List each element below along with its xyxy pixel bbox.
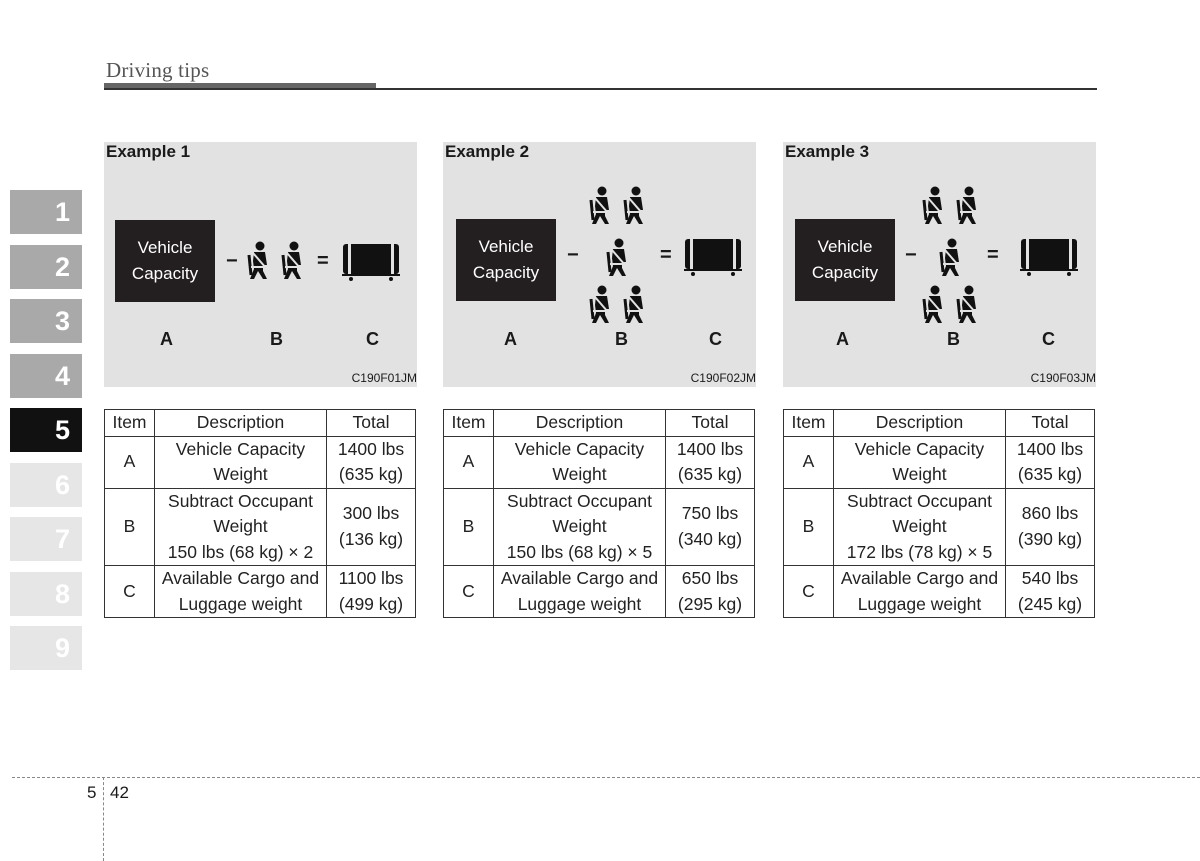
item-cell: C: [105, 566, 155, 618]
chapter-tab-6[interactable]: 6: [10, 463, 82, 507]
description-line: Luggage weight: [517, 593, 642, 614]
description-line: Available Cargo and: [840, 568, 999, 588]
item-cell: B: [784, 488, 834, 566]
table-row: [444, 436, 755, 488]
page-number: 42: [110, 783, 129, 802]
seatbelt-occupant-icon: [587, 186, 615, 226]
table-row: [784, 436, 1095, 488]
description-cell: [155, 436, 327, 488]
example-title: Example 2: [445, 142, 530, 161]
table-row: [784, 488, 1095, 566]
figure-code: C190F02JM: [690, 371, 756, 385]
label-c: C: [709, 329, 722, 349]
chapter-tabs: [10, 190, 82, 681]
table-header-row: [784, 410, 1095, 437]
seatbelt-occupant-icon: [920, 285, 948, 325]
description-line: Available Cargo and: [500, 568, 659, 588]
seatbelt-occupant-icon: [604, 238, 632, 278]
total-cell: [666, 436, 755, 488]
total-line: 860 lbs: [1021, 503, 1079, 524]
description-line: Weight: [552, 516, 607, 536]
seatbelt-occupant-icon: [954, 285, 982, 325]
table-row: [444, 488, 755, 566]
example-3-figure: [783, 142, 1096, 387]
chapter-tab-1[interactable]: 1: [10, 190, 82, 234]
description-cell: [834, 566, 1006, 618]
description-line: Weight: [552, 464, 607, 484]
col-header-description: Description: [494, 410, 666, 437]
description-cell: [155, 566, 327, 618]
total-line: (295 kg): [677, 593, 743, 614]
luggage-icon: [1020, 237, 1078, 277]
total-line: (245 kg): [1017, 593, 1083, 614]
total-line: 1400 lbs: [676, 438, 744, 459]
equals-sign: =: [660, 244, 672, 266]
col-header-description: Description: [155, 410, 327, 437]
col-header-total: Total: [666, 410, 755, 437]
description-line: Weight: [892, 516, 947, 536]
description-cell: [494, 566, 666, 618]
example-2-figure: [443, 142, 756, 387]
seatbelt-occupant-icon: [621, 285, 649, 325]
total-cell: [327, 436, 416, 488]
description-line: 172 lbs (78 kg) × 5: [846, 541, 993, 562]
minus-sign: −: [567, 244, 579, 266]
description-line: 150 lbs (68 kg) × 2: [167, 541, 314, 562]
luggage-icon: [684, 237, 742, 277]
total-line: (635 kg): [338, 464, 404, 484]
col-header-item: Item: [105, 410, 155, 437]
chapter-tab-2[interactable]: 2: [10, 245, 82, 289]
item-cell: A: [105, 436, 155, 488]
item-cell: C: [784, 566, 834, 618]
table-header-row: [444, 410, 755, 437]
item-cell: B: [105, 488, 155, 566]
seatbelt-occupant-icon: [920, 186, 948, 226]
description-cell: [834, 488, 1006, 566]
total-line: (390 kg): [1017, 528, 1083, 549]
table-row: [784, 566, 1095, 618]
table-row: [105, 488, 416, 566]
minus-sign: −: [905, 244, 917, 266]
description-line: Vehicle Capacity: [514, 438, 645, 459]
section-title: Driving tips: [106, 58, 210, 82]
description-line: Subtract Occupant: [507, 490, 652, 511]
example-title: Example 3: [785, 142, 870, 161]
total-line: 1400 lbs: [337, 438, 405, 459]
seatbelt-occupant-icon: [279, 241, 307, 281]
total-line: 300 lbs: [342, 503, 400, 524]
total-cell: [327, 488, 416, 566]
col-header-total: Total: [327, 410, 416, 437]
label-c: C: [366, 329, 379, 349]
figure-code: C190F01JM: [351, 371, 417, 385]
description-line: Luggage weight: [857, 593, 982, 614]
table-row: [105, 436, 416, 488]
chapter-tab-8[interactable]: 8: [10, 572, 82, 616]
label-a: A: [836, 329, 849, 349]
example-title: Example 1: [106, 142, 191, 161]
col-header-item: Item: [784, 410, 834, 437]
example-1-figure: [104, 142, 417, 387]
total-cell: [1006, 488, 1095, 566]
seatbelt-occupant-icon: [954, 186, 982, 226]
label-c: C: [1042, 329, 1055, 349]
luggage-icon: [342, 242, 400, 282]
total-line: 1400 lbs: [1016, 438, 1084, 459]
footer-divider: [103, 777, 104, 861]
seatbelt-occupant-icon: [937, 238, 965, 278]
example-1-table: [104, 409, 416, 618]
description-line: Subtract Occupant: [168, 490, 313, 511]
description-line: Vehicle Capacity: [854, 438, 985, 459]
seatbelt-occupant-icon: [245, 241, 273, 281]
total-cell: [666, 488, 755, 566]
table-header-row: [105, 410, 416, 437]
description-cell: [155, 488, 327, 566]
total-line: 1100 lbs: [338, 568, 404, 588]
label-a: A: [160, 329, 173, 349]
total-line: (635 kg): [1017, 464, 1083, 484]
figure-code: C190F03JM: [1030, 371, 1096, 385]
seatbelt-occupant-icon: [587, 285, 615, 325]
page-chapter-number: 5: [87, 783, 97, 802]
total-cell: [666, 566, 755, 618]
chapter-tab-7[interactable]: 7: [10, 517, 82, 561]
description-line: Available Cargo and: [161, 568, 320, 588]
label-b: B: [947, 329, 960, 349]
vehicle-capacity-box: Vehicle Capacity: [795, 219, 895, 301]
footer-rule: [12, 777, 1200, 778]
label-b: B: [615, 329, 628, 349]
total-line: (499 kg): [338, 593, 404, 614]
col-header-item: Item: [444, 410, 494, 437]
chapter-tab-9[interactable]: 9: [10, 626, 82, 670]
description-cell: [494, 436, 666, 488]
total-line: (340 kg): [677, 528, 743, 549]
col-header-description: Description: [834, 410, 1006, 437]
chapter-tab-4[interactable]: 4: [10, 354, 82, 398]
total-line: 540 lbs: [1021, 568, 1079, 588]
total-line: (136 kg): [338, 528, 404, 549]
description-line: Weight: [213, 516, 268, 536]
description-cell: [834, 436, 1006, 488]
total-cell: [1006, 566, 1095, 618]
item-cell: C: [444, 566, 494, 618]
minus-sign: −: [226, 250, 238, 272]
item-cell: A: [784, 436, 834, 488]
description-line: 150 lbs (68 kg) × 5: [506, 541, 653, 562]
total-cell: [1006, 436, 1095, 488]
item-cell: A: [444, 436, 494, 488]
description-line: Vehicle Capacity: [175, 438, 306, 459]
chapter-tab-5[interactable]: 5: [10, 408, 82, 452]
description-line: Luggage weight: [178, 593, 303, 614]
equals-sign: =: [317, 250, 329, 272]
item-cell: B: [444, 488, 494, 566]
example-2-table: [443, 409, 755, 618]
total-line: (635 kg): [677, 464, 743, 484]
description-cell: [494, 488, 666, 566]
seatbelt-occupant-icon: [621, 186, 649, 226]
description-line: Weight: [213, 464, 268, 484]
example-3-table: [783, 409, 1095, 618]
col-header-total: Total: [1006, 410, 1095, 437]
label-a: A: [504, 329, 517, 349]
table-row: [105, 566, 416, 618]
equals-sign: =: [987, 244, 999, 266]
chapter-tab-3[interactable]: 3: [10, 299, 82, 343]
total-line: 650 lbs: [681, 568, 739, 588]
vehicle-capacity-box: Vehicle Capacity: [456, 219, 556, 301]
table-row: [444, 566, 755, 618]
description-line: Weight: [892, 464, 947, 484]
header-rule: [104, 88, 1097, 90]
label-b: B: [270, 329, 283, 349]
description-line: Subtract Occupant: [847, 490, 992, 511]
total-line: 750 lbs: [681, 503, 739, 524]
vehicle-capacity-box: Vehicle Capacity: [115, 220, 215, 302]
total-cell: [327, 566, 416, 618]
